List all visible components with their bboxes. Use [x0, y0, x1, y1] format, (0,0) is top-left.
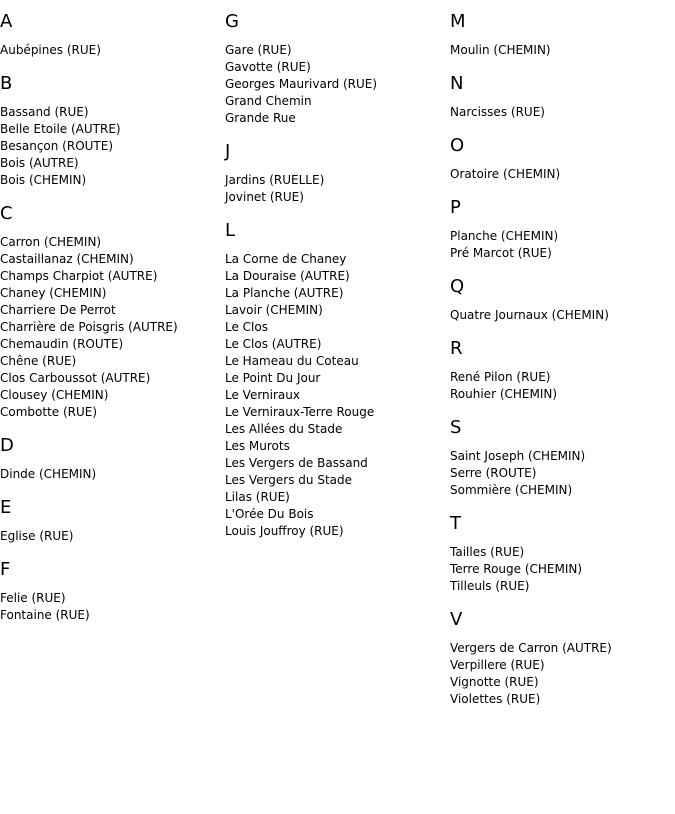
section-letter: L — [225, 220, 236, 241]
street-item: Charrière de Poisgris (AUTRE) — [0, 320, 178, 334]
street-list — [225, 172, 445, 206]
street-item: Chaney (CHEMIN) — [0, 286, 107, 300]
section-letter: F — [0, 559, 11, 580]
section-letter: G — [225, 11, 239, 32]
street-item: Carron (CHEMIN) — [0, 235, 102, 249]
street-item: Planche (CHEMIN) — [450, 229, 559, 243]
street-item: Clousey (CHEMIN) — [0, 388, 109, 402]
letter-section-g — [225, 12, 445, 127]
street-item: Bois (CHEMIN) — [0, 173, 87, 187]
street-list — [0, 104, 220, 189]
street-item: Le Clos — [225, 320, 268, 334]
street-item: Jardins (RUELLE) — [225, 173, 325, 187]
street-item: Rouhier (CHEMIN) — [450, 387, 558, 401]
street-item: René Pilon (RUE) — [450, 370, 551, 384]
street-item: Terre Rouge (CHEMIN) — [450, 562, 583, 576]
letter-section-b — [0, 74, 220, 189]
street-item: La Planche (AUTRE) — [225, 286, 344, 300]
street-item: Vignotte (RUE) — [450, 675, 539, 689]
section-letter: D — [0, 435, 14, 456]
street-list — [450, 228, 670, 262]
street-item: Chemaudin (ROUTE) — [0, 337, 124, 351]
street-item: Narcisses (RUE) — [450, 105, 545, 119]
section-letter: S — [450, 417, 462, 438]
letter-section-e — [0, 498, 220, 545]
street-item: Verpillere (RUE) — [450, 658, 545, 672]
letter-section-o — [450, 136, 670, 183]
section-letter: J — [225, 141, 231, 162]
street-item: Combotte (RUE) — [0, 405, 98, 419]
letter-section-l — [225, 221, 445, 540]
letter-section-s — [450, 418, 670, 499]
street-item: Grand Chemin — [225, 94, 312, 108]
street-list — [225, 42, 445, 127]
street-item: Eglise (RUE) — [0, 529, 74, 543]
street-item: Grande Rue — [225, 111, 296, 125]
street-item: Castaillanaz (CHEMIN) — [0, 252, 134, 266]
section-letter: B — [0, 73, 13, 94]
street-item: Pré Marcot (RUE) — [450, 246, 552, 260]
street-item: Fontaine (RUE) — [0, 608, 90, 622]
street-item: Bassand (RUE) — [0, 105, 89, 119]
section-letter: O — [450, 135, 465, 156]
street-item: L'Orée Du Bois — [225, 507, 314, 521]
section-letter: C — [0, 203, 13, 224]
street-item: Felie (RUE) — [0, 591, 66, 605]
street-list — [450, 369, 670, 403]
street-item: La Douraise (AUTRE) — [225, 269, 350, 283]
street-list — [450, 448, 670, 499]
letter-section-q — [450, 277, 670, 324]
street-list — [450, 544, 670, 595]
letter-section-t — [450, 514, 670, 595]
street-item: Le Verniraux — [225, 388, 300, 402]
street-item: Oratoire (CHEMIN) — [450, 167, 561, 181]
street-item: Charriere De Perrot — [0, 303, 116, 317]
street-item: Gavotte (RUE) — [225, 60, 311, 74]
street-item: Gare (RUE) — [225, 43, 292, 57]
street-item: Aubépines (RUE) — [0, 43, 101, 57]
section-letter: N — [450, 73, 464, 94]
street-list — [450, 166, 670, 183]
street-list — [0, 42, 220, 59]
street-item: Bois (AUTRE) — [0, 156, 79, 170]
street-item: Serre (ROUTE) — [450, 466, 537, 480]
letter-section-v — [450, 610, 670, 708]
letter-section-p — [450, 198, 670, 262]
letter-section-d — [0, 436, 220, 483]
street-item: Moulin (CHEMIN) — [450, 43, 551, 57]
street-list — [0, 234, 220, 421]
letter-section-f — [0, 560, 220, 624]
street-item: Belle Etoile (AUTRE) — [0, 122, 121, 136]
street-item: Le Point Du Jour — [225, 371, 321, 385]
street-item: Clos Carboussot (AUTRE) — [0, 371, 151, 385]
street-item: Tailles (RUE) — [450, 545, 525, 559]
letter-section-a — [0, 12, 220, 59]
street-item: Tilleuls (RUE) — [450, 579, 530, 593]
street-list — [0, 528, 220, 545]
section-letter: R — [450, 338, 463, 359]
letter-section-m — [450, 12, 670, 59]
street-list — [450, 640, 670, 708]
letter-section-c — [0, 204, 220, 421]
street-item: Les Vergers de Bassand — [225, 456, 368, 470]
street-item: Sommière (CHEMIN) — [450, 483, 573, 497]
section-letter: T — [450, 513, 461, 534]
street-item: Les Allées du Stade — [225, 422, 343, 436]
street-item: Dinde (CHEMIN) — [0, 467, 97, 481]
section-letter: V — [450, 609, 463, 630]
street-item: Violettes (RUE) — [450, 692, 541, 706]
street-list — [450, 104, 670, 121]
section-letter: M — [450, 11, 466, 32]
section-letter: A — [0, 11, 13, 32]
street-item: Besançon (ROUTE) — [0, 139, 114, 153]
street-item: Jovinet (RUE) — [225, 190, 304, 204]
street-index-column-1 — [0, 12, 220, 639]
street-item: Saint Joseph (CHEMIN) — [450, 449, 586, 463]
street-item: Le Clos (AUTRE) — [225, 337, 322, 351]
letter-section-j — [225, 142, 445, 206]
street-index-column-2 — [225, 12, 445, 555]
street-index-column-3 — [450, 12, 670, 723]
street-item: Vergers de Carron (AUTRE) — [450, 641, 612, 655]
street-item: Lavoir (CHEMIN) — [225, 303, 323, 317]
street-item: Quatre Journaux (CHEMIN) — [450, 308, 609, 322]
street-item: La Corne de Chaney — [225, 252, 347, 266]
street-item: Louis Jouffroy (RUE) — [225, 524, 344, 538]
street-item: Chêne (RUE) — [0, 354, 77, 368]
section-letter: P — [450, 197, 461, 218]
street-item: Georges Maurivard (RUE) — [225, 77, 378, 91]
street-list — [450, 307, 670, 324]
letter-section-n — [450, 74, 670, 121]
street-item: Les Vergers du Stade — [225, 473, 353, 487]
street-list — [0, 590, 220, 624]
street-list — [0, 466, 220, 483]
street-item: Lilas (RUE) — [225, 490, 290, 504]
letter-section-r — [450, 339, 670, 403]
street-item: Le Hameau du Coteau — [225, 354, 359, 368]
street-item: Le Verniraux-Terre Rouge — [225, 405, 375, 419]
street-list — [225, 251, 445, 540]
street-item: Les Murots — [225, 439, 290, 453]
section-letter: Q — [450, 276, 465, 297]
street-item: Champs Charpiot (AUTRE) — [0, 269, 158, 283]
section-letter: E — [0, 497, 12, 518]
street-list — [450, 42, 670, 59]
